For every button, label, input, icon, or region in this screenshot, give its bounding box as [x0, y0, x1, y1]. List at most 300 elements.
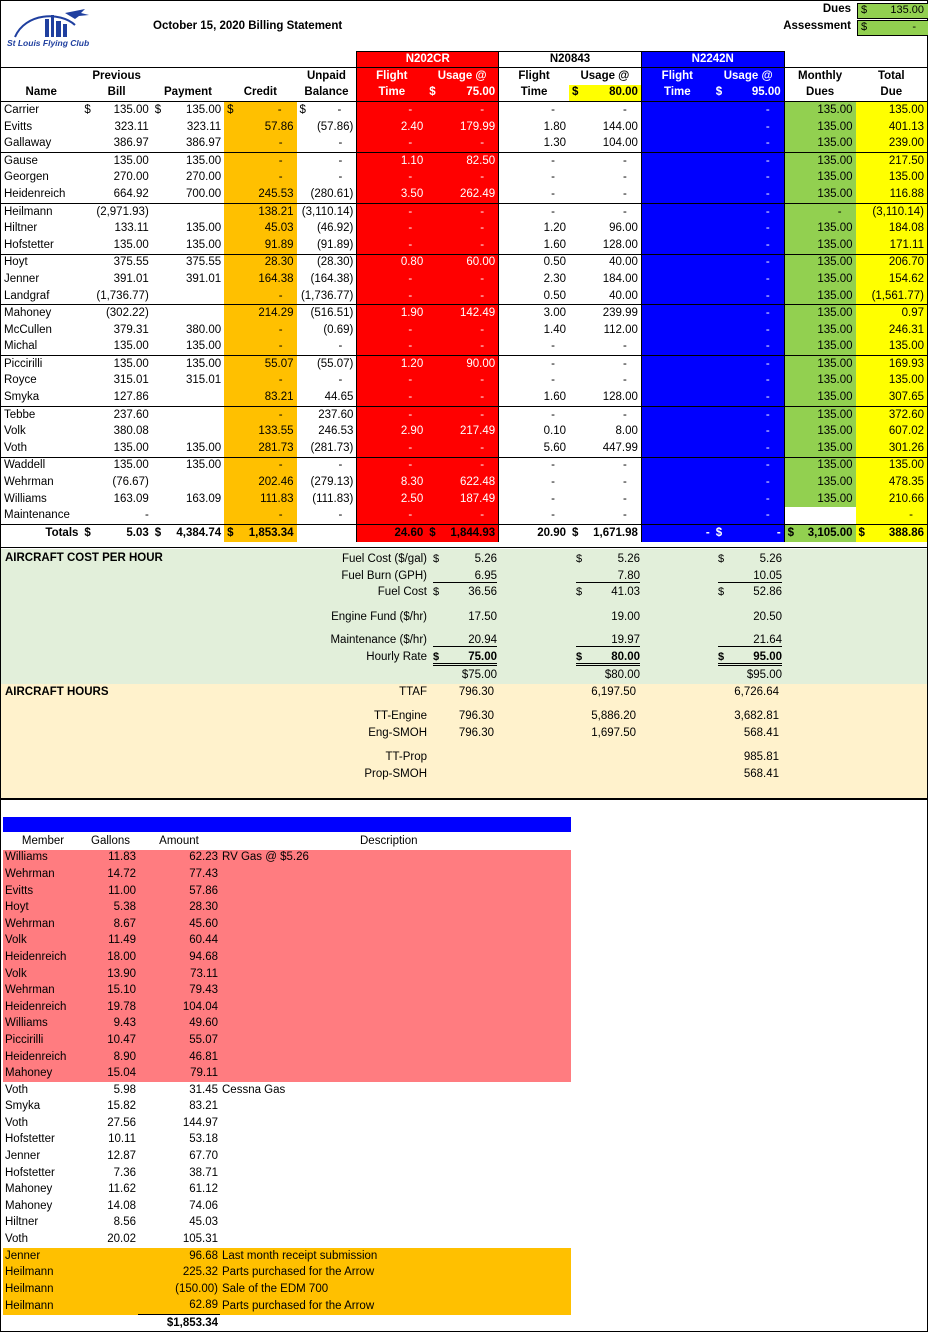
credit: 245.53	[224, 186, 296, 203]
monthly-dues: 135.00	[784, 135, 855, 152]
total-due: 372.60	[856, 406, 927, 423]
fuel-amount: 49.60	[138, 1016, 220, 1033]
fuel-row	[3, 1065, 571, 1082]
credit: 164.38	[224, 271, 296, 288]
payment	[152, 423, 224, 440]
flight-time-n20843: 0.10	[499, 423, 569, 440]
fuel-row	[3, 1231, 571, 1248]
fuel-description	[220, 1198, 571, 1215]
member-row	[1, 457, 927, 474]
fuel-amount: (150.00)	[138, 1281, 220, 1298]
cost-label: Maintenance ($/hr)	[330, 634, 427, 646]
fuel-amount: 94.68	[138, 949, 220, 966]
fuel-member: Voth	[5, 1233, 29, 1246]
fuel-description	[220, 1165, 571, 1182]
member-name: Jenner	[4, 272, 40, 285]
cost-value: 41.03	[611, 586, 640, 598]
payment: 315.01	[185, 374, 222, 387]
member-name: Royce	[4, 374, 37, 387]
fuel-header-gallons: Gallons	[91, 834, 130, 847]
payment: 700.00	[152, 186, 224, 203]
cost-heading: AIRCRAFT COST PER HOUR	[5, 552, 163, 564]
credit: 45.03	[224, 220, 296, 237]
fuel-description	[220, 1231, 571, 1248]
aircraft-tail-n202cr: N202CR	[357, 52, 499, 68]
total-due: 239.00	[856, 135, 927, 152]
monthly-dues: 135.00	[784, 322, 855, 339]
total-due: 135.00	[856, 170, 927, 187]
usage-n20843: -	[569, 203, 641, 220]
usage-n202cr: 60.00	[426, 254, 498, 271]
hours-value: 568.41	[743, 727, 779, 739]
header-monthly: Monthly	[784, 68, 855, 85]
flight-time-n202cr: -	[357, 339, 426, 356]
fuel-description	[220, 1016, 571, 1033]
fuel-member: Jenner	[3, 1248, 83, 1265]
flight-time-n202cr: 1.20	[357, 356, 426, 373]
flight-time-n2242n	[641, 186, 712, 203]
flight-time-n202cr: -	[357, 406, 426, 423]
credit: 57.86	[224, 119, 296, 136]
monthly-dues: 135.00	[784, 170, 855, 187]
usage-n202cr: 187.49	[426, 491, 498, 508]
usage-n2242n: -	[713, 491, 784, 508]
fuel-gallons: 7.36	[113, 1166, 136, 1179]
previous-bill: 664.92	[81, 186, 151, 203]
fuel-member: Mahoney	[5, 1183, 53, 1196]
cost-value: 80.00	[576, 651, 640, 666]
credit: -	[224, 170, 296, 187]
flight-time-n20843: 1.30	[499, 135, 569, 152]
payment: $ 135.00	[154, 103, 222, 116]
header-flight-3: Flight	[641, 68, 712, 85]
usage-n2242n: -	[713, 152, 784, 169]
usage-n202cr: -	[426, 406, 498, 423]
fuel-gallons: 11.83	[83, 850, 138, 867]
member-name: Evitts	[4, 120, 33, 133]
monthly-dues: 135.00	[784, 491, 855, 508]
unpaid-balance: 44.65	[297, 389, 357, 406]
header-name: Name	[1, 85, 81, 102]
header-credit: Credit	[224, 85, 296, 102]
monthly-dues: -	[784, 203, 855, 220]
member-name: Voth	[1, 440, 81, 457]
payment: 135.00	[185, 357, 222, 370]
member-row	[1, 406, 927, 423]
usage-n20843: 128.00	[569, 389, 641, 406]
hours-value: 6,726.64	[734, 686, 779, 698]
hours-value: 3,682.81	[734, 710, 779, 722]
cost-value: 20.50	[753, 611, 782, 623]
fuel-amount: 79.11	[138, 1065, 220, 1082]
rate-summary: $80.00	[604, 669, 640, 681]
header-balance: Balance	[297, 85, 357, 102]
fuel-description: Cessna Gas	[222, 1083, 286, 1096]
fuel-gallons	[83, 1298, 138, 1315]
club-logo	[5, 5, 135, 53]
member-row	[1, 322, 927, 339]
previous-bill: 135.00	[81, 339, 151, 356]
dollar-sign: $	[433, 586, 440, 598]
monthly-dues: 135.00	[784, 440, 855, 457]
member-row	[1, 356, 927, 373]
cost-value: 17.50	[468, 611, 497, 623]
fuel-row	[3, 1298, 571, 1315]
fuel-row	[3, 1198, 571, 1215]
hours-value: 1,697.50	[591, 727, 636, 739]
fuel-description	[220, 982, 571, 999]
unpaid-balance: (281.73)	[297, 440, 357, 457]
usage-n2242n: -	[713, 406, 784, 423]
hours-label: TT-Prop	[385, 751, 427, 763]
fuel-gallons: 8.56	[113, 1216, 136, 1229]
unpaid-balance: 246.53	[318, 425, 354, 438]
previous-bill: 380.08	[113, 425, 149, 438]
payment	[152, 507, 224, 524]
section-divider-2	[1, 798, 927, 800]
fuel-amount: 105.31	[182, 1233, 218, 1246]
usage-n20843: 96.00	[569, 220, 641, 237]
usage-n2242n: -	[713, 170, 784, 187]
totals-total: $ 388.86	[856, 525, 927, 542]
fuel-row	[3, 1082, 571, 1099]
fuel-member: Volk	[3, 933, 83, 950]
fuel-gallons: 13.90	[83, 966, 138, 983]
usage-n2242n: -	[713, 254, 784, 271]
previous-bill: 386.97	[81, 135, 151, 152]
unpaid-balance: (0.69)	[323, 323, 354, 336]
unpaid-balance: (55.07)	[316, 357, 354, 370]
usage-n2242n: -	[713, 102, 784, 119]
unpaid-balance: -	[338, 171, 343, 184]
member-name: McCullen	[4, 323, 52, 336]
fuel-amount: 53.18	[189, 1133, 218, 1146]
credit: 138.21	[224, 203, 296, 220]
fuel-gallons: 15.10	[83, 982, 138, 999]
member-row	[1, 102, 927, 119]
flight-time-n2242n	[641, 440, 712, 457]
flight-time-n2242n	[641, 423, 712, 440]
fuel-description: Parts purchased for the Arrow	[220, 1264, 571, 1281]
fuel-member: Heilmann	[3, 1264, 83, 1281]
header-flight-1: Flight	[357, 68, 426, 85]
credit: $ -	[224, 102, 296, 119]
member-row	[1, 491, 927, 508]
credit: 111.83	[224, 491, 296, 508]
fuel-gallons	[83, 1248, 138, 1265]
member-row	[1, 373, 927, 390]
flight-time-n20843: -	[499, 339, 569, 356]
header-time-2: Time	[499, 85, 569, 102]
fuel-gallons: 11.62	[108, 1183, 136, 1196]
flight-time-n202cr: 0.80	[357, 254, 426, 271]
flight-time-n2242n	[641, 152, 712, 169]
column-header-row-2	[1, 85, 927, 102]
totals-pay: $ 4,384.74	[152, 525, 224, 542]
flight-time-n20843: -	[499, 186, 569, 203]
credit: -	[224, 339, 296, 356]
fuel-header-bar	[3, 817, 571, 832]
member-name: Georgen	[4, 171, 49, 184]
hours-label: TTAF	[399, 686, 427, 698]
usage-n202cr: -	[426, 170, 498, 187]
payment	[152, 305, 224, 322]
fuel-gallons: 8.90	[83, 1049, 138, 1066]
fuel-amount: 38.71	[189, 1166, 218, 1179]
flight-time-n2242n	[641, 119, 712, 136]
monthly-dues: 135.00	[784, 288, 855, 305]
unpaid-balance: 237.60	[318, 408, 354, 421]
usage-n2242n: -	[713, 507, 784, 524]
totals-label: Totals	[1, 525, 81, 542]
member-row	[1, 119, 927, 136]
fuel-member: Voth	[5, 1116, 29, 1129]
fuel-gallons: 14.72	[83, 866, 138, 883]
total-due: 206.70	[856, 254, 927, 271]
flight-time-n202cr: -	[357, 288, 426, 305]
flight-time-n20843: -	[499, 507, 569, 524]
usage-n202cr: -	[426, 102, 498, 119]
member-name: Volk	[4, 425, 26, 438]
fuel-description	[220, 1132, 571, 1149]
total-due: (3,110.14)	[856, 203, 927, 220]
flight-time-n20843: 1.80	[499, 119, 569, 136]
flight-time-n20843: 3.00	[499, 305, 569, 322]
flight-time-n2242n	[641, 322, 712, 339]
flight-time-n202cr: -	[357, 203, 426, 220]
member-row	[1, 389, 927, 406]
header-total: Total	[856, 68, 927, 85]
fuel-member: Wehrman	[3, 916, 83, 933]
flight-time-n2242n	[641, 339, 712, 356]
fuel-member: Smyka	[5, 1100, 41, 1113]
statement-title: October 15, 2020 Billing Statement	[153, 20, 343, 32]
hours-label: TT-Engine	[373, 710, 427, 722]
fuel-description	[220, 999, 571, 1016]
unpaid-balance: (28.30)	[316, 256, 354, 269]
unpaid-balance: (164.38)	[310, 272, 354, 285]
credit: 28.30	[224, 254, 296, 271]
fuel-total: $1,853.34	[138, 1315, 220, 1332]
usage-n2242n: -	[713, 474, 784, 491]
member-row	[1, 135, 927, 152]
credit: 281.73	[224, 440, 296, 457]
payment	[152, 288, 224, 305]
fuel-header-row	[3, 833, 571, 850]
member-name: Wehrman	[4, 476, 54, 489]
unpaid-balance: -	[338, 374, 343, 387]
fuel-amount: 57.86	[138, 883, 220, 900]
header-rate-2: $ 80.00	[569, 85, 641, 102]
usage-n20843: 447.99	[569, 440, 641, 457]
fuel-description	[220, 899, 571, 916]
credit: -	[224, 135, 296, 152]
fuel-amount: 31.45	[189, 1083, 218, 1096]
flight-time-n20843: -	[499, 457, 569, 474]
usage-n20843: -	[569, 102, 641, 119]
fuel-gallons: 8.67	[83, 916, 138, 933]
previous-bill: 323.11	[114, 120, 149, 133]
monthly-dues: 135.00	[784, 119, 855, 136]
flight-time-n2242n	[641, 474, 712, 491]
usage-n202cr: -	[426, 271, 498, 288]
flight-time-n2242n	[641, 491, 712, 508]
flight-time-n202cr: 2.40	[357, 119, 426, 136]
usage-n20843: -	[569, 373, 641, 390]
payment	[152, 474, 224, 491]
payment: 386.97	[152, 135, 224, 152]
dollar-sign: $	[576, 586, 583, 598]
previous-bill: 379.31	[113, 323, 149, 336]
member-name: Maintenance	[4, 509, 70, 522]
cost-value: 5.26	[617, 553, 640, 565]
usage-n202cr: -	[426, 288, 498, 305]
cost-value: 21.64	[718, 634, 782, 647]
total-due: 607.02	[856, 423, 927, 440]
member-row	[1, 254, 927, 271]
flight-time-n202cr: -	[357, 389, 426, 406]
payment	[152, 203, 224, 220]
fuel-row	[3, 899, 571, 916]
previous-bill: 133.11	[114, 222, 149, 235]
hours-value: 6,197.50	[591, 686, 636, 698]
fuel-description	[220, 866, 571, 883]
hours-value: 568.41	[743, 768, 779, 780]
header-flight-2: Flight	[499, 68, 569, 85]
usage-n202cr: -	[426, 440, 498, 457]
unpaid-balance: (46.92)	[316, 222, 354, 235]
usage-n202cr: -	[426, 507, 498, 524]
credit: 55.07	[224, 356, 296, 373]
flight-time-n20843: -	[499, 152, 569, 169]
usage-n202cr: 179.99	[426, 119, 498, 136]
hours-label: Eng-SMOH	[368, 727, 427, 739]
fuel-row	[3, 1281, 571, 1298]
previous-bill: $ 135.00	[84, 103, 149, 116]
member-row	[1, 152, 927, 169]
usage-n20843: 112.00	[569, 322, 641, 339]
flight-time-n20843: 5.60	[499, 440, 569, 457]
header-payment: Payment	[152, 85, 224, 102]
flight-time-n202cr: -	[357, 220, 426, 237]
fuel-row	[3, 1016, 571, 1033]
unpaid-balance: -	[338, 509, 343, 522]
totals-prev: $ 5.03	[81, 525, 151, 542]
flight-time-n202cr: 1.10	[357, 152, 426, 169]
cost-label: Fuel Cost ($/gal)	[341, 553, 427, 565]
fuel-member: Evitts	[3, 883, 83, 900]
usage-n202cr: -	[426, 237, 498, 254]
dollar-sign: $	[718, 586, 725, 598]
flight-time-n2242n	[641, 102, 712, 119]
fuel-description	[220, 933, 571, 950]
flight-time-n20843: -	[499, 474, 569, 491]
credit: -	[224, 322, 296, 339]
usage-n202cr: -	[426, 135, 498, 152]
cost-value: 75.00	[433, 651, 497, 666]
totals-dues: $ 3,105.00	[784, 525, 855, 542]
payment: 135.00	[152, 339, 224, 356]
fuel-row	[3, 1181, 571, 1198]
usage-n20843: -	[569, 170, 641, 187]
fuel-gallons: 11.49	[83, 933, 138, 950]
usage-n20843: -	[569, 186, 641, 203]
monthly-dues: 135.00	[784, 389, 855, 406]
fuel-row	[3, 933, 571, 950]
totals-row	[1, 525, 927, 542]
flight-time-n2242n	[641, 203, 712, 220]
usage-n2242n: -	[713, 356, 784, 373]
fuel-header-amount: Amount	[159, 834, 199, 847]
unpaid-balance: (1,736.77)	[297, 288, 357, 305]
usage-n20843: -	[569, 491, 641, 508]
dues-label: Dues	[822, 3, 851, 15]
usage-n202cr: -	[426, 322, 498, 339]
hours-value: 796.30	[458, 686, 494, 698]
member-row	[1, 220, 927, 237]
credit: -	[224, 457, 296, 474]
logo-text: St Louis Flying Club	[7, 38, 90, 48]
monthly-dues: 135.00	[784, 271, 855, 288]
flight-time-n202cr: 2.50	[357, 491, 426, 508]
unpaid-balance: (57.86)	[316, 120, 354, 133]
monthly-dues: 135.00	[784, 305, 855, 322]
usage-n2242n: -	[713, 288, 784, 305]
aircraft-tail-n20843: N20843	[499, 52, 642, 68]
previous-bill: 127.86	[81, 389, 151, 406]
member-row	[1, 440, 927, 457]
fuel-row	[3, 1264, 571, 1281]
fuel-member: Wehrman	[3, 866, 83, 883]
totals-ft3: -	[641, 525, 712, 542]
fuel-row	[3, 916, 571, 933]
cost-value: 52.86	[753, 586, 782, 598]
dollar-sign: $	[576, 553, 583, 565]
total-due: (1,561.77)	[856, 288, 927, 305]
unpaid-balance: (111.83)	[312, 492, 354, 505]
payment: 135.00	[185, 459, 222, 472]
fuel-gallons: 10.11	[108, 1133, 136, 1146]
member-row	[1, 237, 927, 254]
payment: 391.01	[185, 272, 222, 285]
fuel-row	[3, 982, 571, 999]
flight-time-n202cr: -	[357, 507, 426, 524]
payment	[152, 406, 224, 423]
usage-n202cr: 217.49	[426, 423, 498, 440]
hours-value: 5,886.20	[591, 710, 636, 722]
member-name: Gallaway	[1, 135, 81, 152]
unpaid-balance: -	[338, 154, 343, 167]
total-due: 217.50	[856, 152, 927, 169]
flight-time-n2242n	[641, 305, 712, 322]
hours-value: 796.30	[458, 727, 494, 739]
monthly-dues: 135.00	[784, 423, 855, 440]
aircraft-tail-n2242n: N2242N	[641, 52, 784, 68]
previous-bill: 135.00	[113, 154, 149, 167]
monthly-dues: 135.00	[784, 457, 855, 474]
monthly-dues: 135.00	[784, 406, 855, 423]
member-name: Heilmann	[4, 205, 53, 218]
flight-time-n2242n	[641, 220, 712, 237]
header-dues: Dues	[784, 85, 855, 102]
fuel-row	[3, 1032, 571, 1049]
dues-value-cell: $ 135.00	[857, 3, 928, 19]
usage-n2242n: -	[713, 186, 784, 203]
cost-label: Fuel Burn (GPH)	[341, 570, 427, 582]
fuel-description: Parts purchased for the Arrow	[220, 1298, 571, 1315]
usage-n202cr: -	[426, 389, 498, 406]
fuel-header-member: Member	[21, 834, 65, 847]
